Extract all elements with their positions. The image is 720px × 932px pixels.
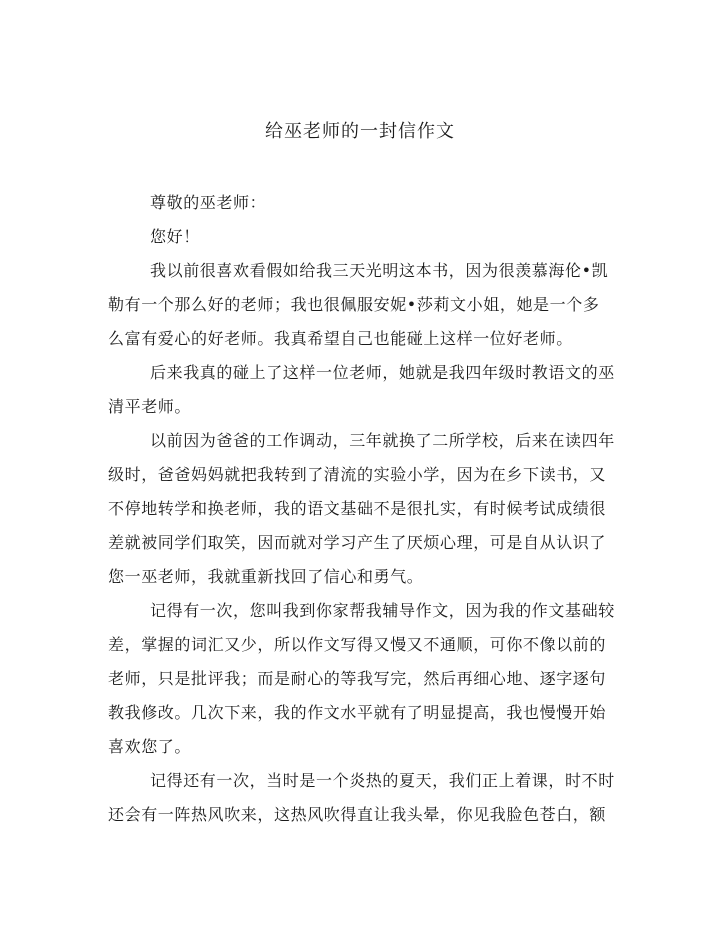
letter-line: 以前因为爸爸的工作调动，三年就换了二所学校，后来在读四年 [150,431,615,450]
letter-line: 喜欢您了。 [108,737,192,756]
letter-salutation: 您好！ [150,227,200,246]
letter-line: 不停地转学和换老师，我的语文基础不是很扎实，有时候考试成绩很 [108,499,607,518]
letter-line: 我以前很喜欢看假如给我三天光明这本书，因为很羡慕海伦•凯 [150,261,609,280]
letter-line: 差，掌握的词汇又少，所以作文写得又慢又不通顺，可你不像以前的 [108,635,607,654]
letter-line: 级时，爸爸妈妈就把我转到了清流的实验小学，因为在乡下读书，又 [108,465,607,484]
letter-line: 记得还有一次，当时是一个炎热的夏天，我们正上着课，时不时 [150,771,615,790]
letter-line: 记得有一次，您叫我到你家帮我辅导作文，因为我的作文基础较 [150,601,615,620]
letter-line: 还会有一阵热风吹来，这热风吹得直让我头晕，你见我脸色苍白，额 [108,805,607,824]
letter-line: 么富有爱心的好老师。我真希望自己也能碰上这样一位好老师。 [108,329,573,348]
letter-line: 后来我真的碰上了这样一位老师，她就是我四年级时教语文的巫 [150,363,615,382]
letter-greeting: 尊敬的巫老师： [150,193,267,212]
letter-line: 您一巫老师，我就重新找回了信心和勇气。 [108,567,424,586]
letter-line: 差就被同学们取笑，因而就对学习产生了厌烦心理，可是自从认识了 [108,533,607,552]
letter-line: 老师，只是批评我；而是耐心的等我写完，然后再细心地、逐字逐句 [108,669,607,688]
letter-paragraphs [108,254,613,832]
letter-line: 清平老师。 [108,397,192,416]
document-title: 给巫老师的一封信作文 [265,121,455,142]
letter-line: 勒有一个那么好的老师；我也很佩服安妮•莎莉文小姐，她是一个多 [108,295,600,314]
letter-line: 教我修改。几次下来，我的作文水平就有了明显提高，我也慢慢开始 [108,703,607,722]
letter-body [108,186,613,832]
